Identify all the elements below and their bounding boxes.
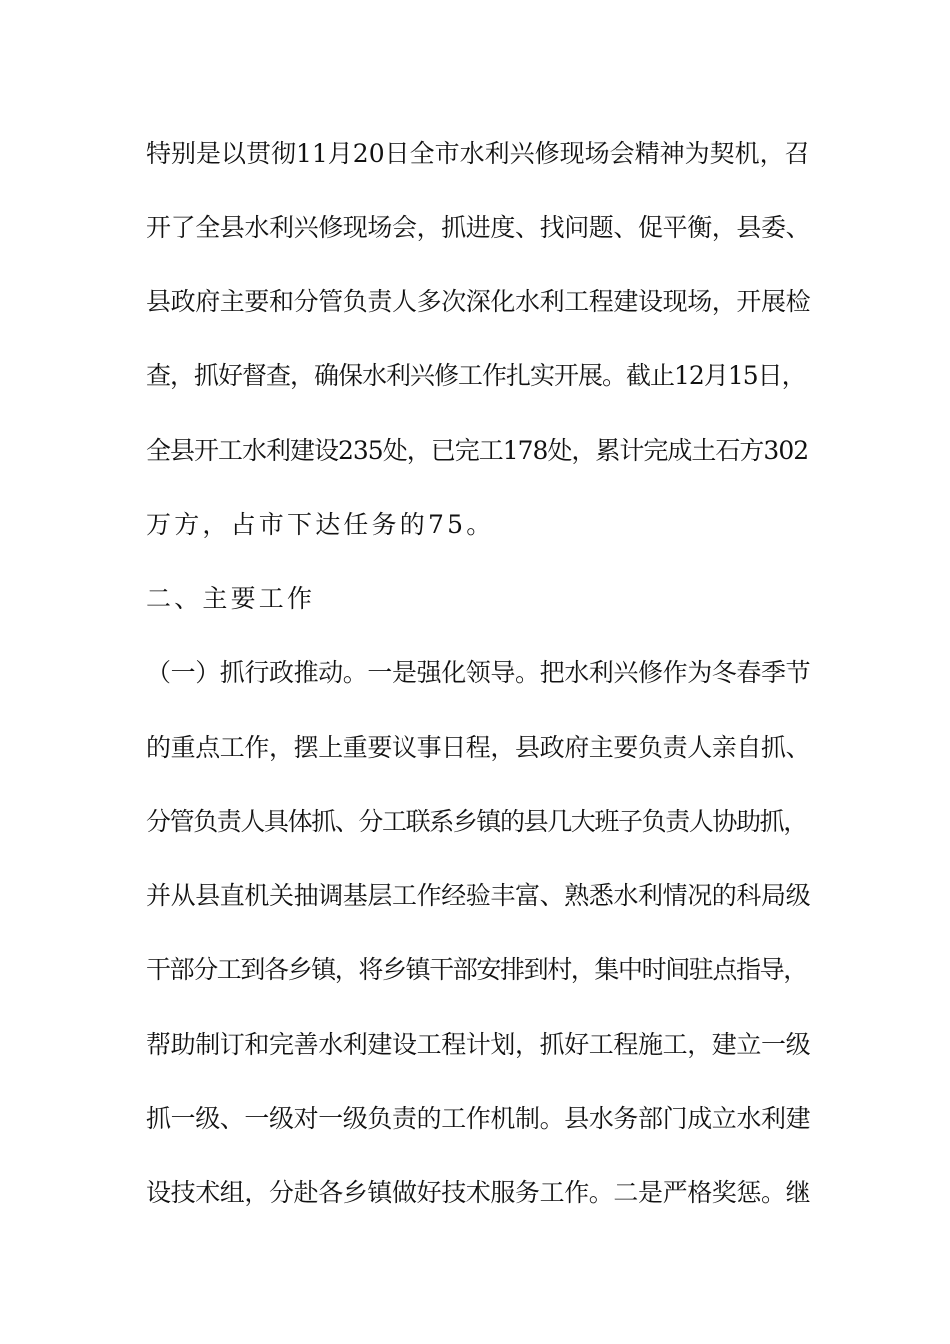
text-line: 特别是以贯彻11月20日全市水利兴修现场会精神为契机，召 — [146, 139, 810, 168]
text-line: 万方，占市下达任务的75。 — [146, 510, 495, 539]
text-line: 干部分工到各乡镇，将乡镇干部安排到村，集中时间驻点指导， — [146, 955, 807, 984]
text-line: 县政府主要和分管负责人多次深化水利工程建设现场，开展检 — [146, 287, 811, 316]
text-line: 抓一级、一级对一级负责的工作机制。县水务部门成立水利建 — [146, 1104, 811, 1133]
text-line: 帮助制订和完善水利建设工程计划，抓好工程施工，建立一级 — [146, 1030, 811, 1059]
section-heading: 二、主要工作 — [146, 584, 316, 613]
text-line: 的重点工作，摆上重要议事日程，县政府主要负责人亲自抓、 — [146, 733, 811, 762]
text-line: 设技术组，分赴各乡镇做好技术服务工作。二是严格奖惩。继 — [146, 1178, 811, 1207]
text-line: （一）抓行政推动。一是强化领导。把水利兴修作为冬春季节 — [146, 658, 811, 687]
text-line: 全县开工水利建设235处，已完工178处，累计完成土石方302 — [146, 436, 809, 465]
text-line: 开了全县水利兴修现场会，抓进度、找问题、促平衡，县委、 — [146, 213, 811, 242]
text-line: 并从县直机关抽调基层工作经验丰富、熟悉水利情况的科局级 — [146, 881, 811, 910]
text-line: 查，抓好督查，确保水利兴修工作扎实开展。截止12月15日， — [146, 361, 806, 390]
text-line: 分管负责人具体抓、分工联系乡镇的县几大班子负责人协助抓， — [146, 807, 807, 836]
